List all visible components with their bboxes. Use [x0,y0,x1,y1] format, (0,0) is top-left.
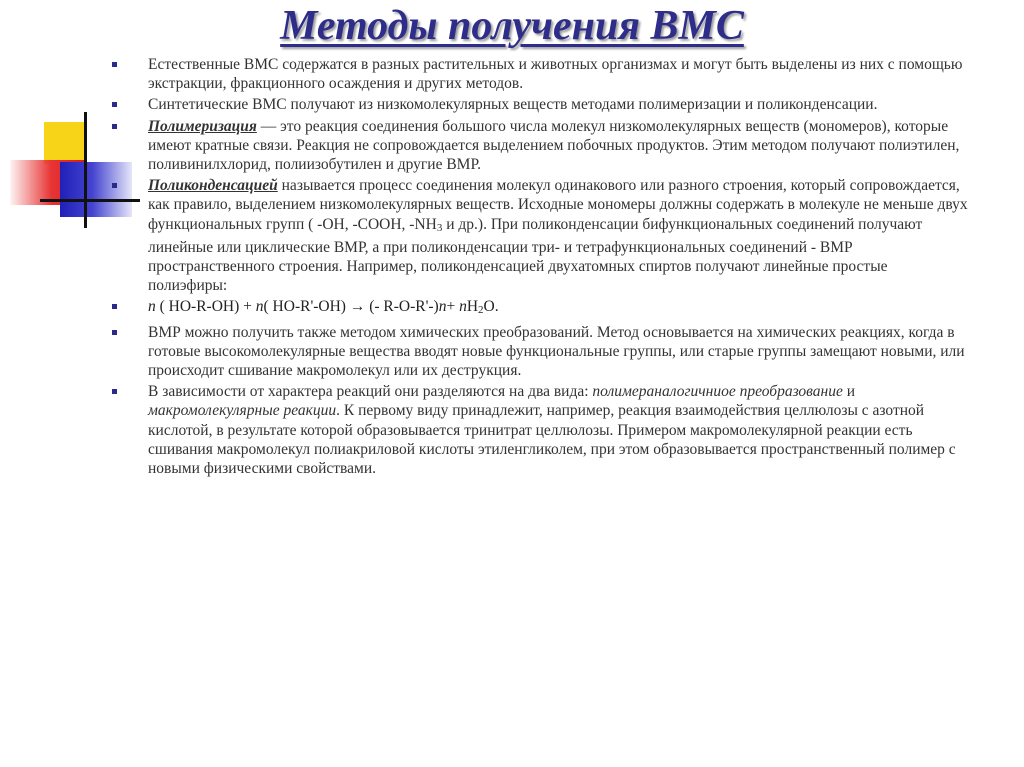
formula-n: n [148,298,156,316]
term-macromolecular: макромолекулярные реакции [148,402,337,420]
item-text: Синтетические ВМС получают из низкомолекулярных веществ методами полимеризации и поликонденсации. [148,96,878,114]
list-item [110,382,970,478]
item-text: ВМР можно получить также методом химических преобразований. Метод основывается на химических реакциях, когда в готовые высокомолекулярные вещества вводят новые функциональные группы, или старые группы замещают новыми, или происходит сшивание макромолекул или их деструкция. [148,323,965,380]
item-text: называется процесс соединения молекул одинакового или разного строения, который сопровождается, как правило, выделением низкомолекулярных веществ. Исходные мономеры должны содержать в молекуле не меньше двух функциональных групп ( -ОН, -СООН, -NH [148,177,968,233]
list-item [110,55,970,93]
list-item-formula [110,297,970,320]
formula-part: ( HO-R-OH) + [155,298,256,316]
formula-part: O. [483,298,499,316]
item-text: и [842,383,856,401]
item-text: . К первому виду принадлежит, например, реакция взаимодействия целлюлозы с азотной кислотой, в результате которой образовывается тринитрат целлюлозы. Примером макромолекулярной реакции есть сшивания макромолекул полиакриловой кислоты этиленгликолем, при этом образовывается пространственный полимер с новыми физическими свойствами. [148,402,956,478]
item-text: и др.). При поликонденсации бифункциональных соединений получают линейные или циклические ВМР, а при поликонденсации три- и тетрафункциональных соединений - ВМР пространственного строения. Например, поликонденсацией двухатомных спиртов получают линейные простые полиэфиры: [148,215,923,295]
formula-n: n [459,298,467,316]
vertical-line [84,112,87,228]
formula-n: n [255,298,264,316]
formula-part: H [466,298,479,316]
bullet-icon [112,183,117,188]
item-text: — это реакция соединения большого числа молекул низкомолекулярных веществ (мономеров), которые имеют кратные связи. Реакция не сопровождается выделением побочных продуктов. Этим методом получают полиэтилен, поливинилхлорид, полиизобутилен и другие ВМР. [148,117,960,174]
list-item [110,176,970,295]
list-item [110,117,970,175]
bullet-icon [112,330,117,335]
term-polymer-analogous: полимераналогичниое преобразование [592,383,843,401]
yellow-square [44,122,86,164]
page-title: Методы получения ВМС [280,3,744,49]
term-polymerization: Полимеризация [148,117,257,135]
subscript: 3 [436,221,443,234]
bullet-icon [112,304,117,309]
item-text: В зависимости от характера реакций они разделяются на два вида: [148,383,593,401]
item-text: Естественные ВМС содержатся в разных растительных и животных организмах и могут быть выделены из них с помощью экстракции, фракционного осаждения и других методов. [148,56,963,93]
formula-n: n [438,298,447,316]
term-polycondensation: Поликонденсацией [148,177,278,195]
list-item [110,323,970,381]
subscript: 2 [478,304,484,317]
bullet-icon [112,389,117,394]
formula-part: + [446,298,460,316]
bullet-icon [112,124,117,129]
bullet-list [110,55,970,480]
formula-part: ( HO-R'-OH) → (- R-O-R'-) [263,298,439,316]
list-item [110,95,970,114]
bullet-icon [112,102,117,107]
bullet-icon [112,62,117,67]
